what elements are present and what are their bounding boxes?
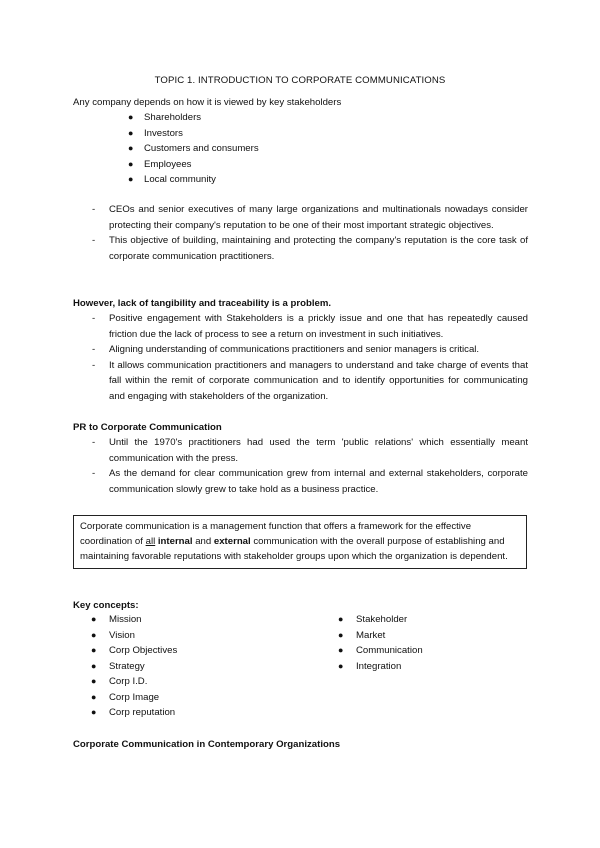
bullet-icon: ● [338, 614, 344, 624]
reputation-points [92, 202, 528, 264]
emphasis-internal: internal [157, 536, 193, 547]
bullet-icon: ● [128, 174, 134, 184]
bullet-icon: ● [338, 645, 344, 655]
bullet-icon: ● [91, 614, 97, 624]
list-item: ● Integration [338, 659, 423, 675]
bullet-icon: ● [91, 660, 97, 671]
list-item: ● Corp Image [91, 690, 177, 706]
bullet-icon: ● [91, 707, 97, 717]
tangibility-points [92, 311, 528, 404]
list-item: ● Corp I.D. [91, 674, 177, 690]
bullet-icon: ● [128, 112, 134, 122]
bullet-icon: ● [338, 629, 344, 640]
emphasis-external: external [213, 536, 251, 547]
pr-points [92, 435, 528, 497]
emphasis-all: all [145, 536, 156, 547]
list-item: ● Strategy [91, 659, 177, 675]
section-heading-contemporary: Corporate Communication in Contemporary Organizations [73, 739, 341, 750]
list-item: ● Communication [338, 643, 423, 659]
list-item: ● Investors [128, 126, 259, 142]
list-item: ● Corp Objectives [91, 643, 177, 659]
bullet-icon: ● [91, 676, 97, 686]
dash-icon: - [92, 235, 96, 246]
list-item: - This objective of building, maintaining and protecting the company's reputation is the core task of corporate communication practitioners. [92, 235, 528, 262]
page-title: TOPIC 1. INTRODUCTION TO CORPORATE COMMUNICATIONS [154, 75, 446, 86]
bullet-icon: ● [128, 127, 134, 138]
list-item: ● Customers and consumers [128, 141, 259, 157]
section-heading-pr: PR to Corporate Communication [73, 422, 222, 433]
bullet-icon: ● [128, 158, 134, 169]
key-concepts-list-right [338, 612, 423, 674]
key-concepts-heading: Key concepts: [73, 600, 139, 611]
list-item: - CEOs and senior executives of many large organizations and multinationals nowadays consider protecting their company's reputation to be one of their most important strategic objectives. [92, 204, 528, 231]
key-concepts-list-left [91, 612, 177, 721]
dash-icon: - [92, 344, 96, 355]
dash-icon: - [92, 313, 96, 324]
list-item: ● Mission [91, 612, 177, 628]
bullet-icon: ● [91, 691, 97, 702]
bullet-icon: ● [128, 143, 134, 153]
list-item: - Aligning understanding of communications practitioners and senior managers is critical. [92, 342, 528, 358]
definition-box: Corporate communication is a management function that offers a framework for the effective coordination of all internal and external communication with the overall purpose of establishing and maintaining favorable reputations with stakeholder groups upon which the organization is dependent. [73, 515, 527, 569]
list-item: ● Vision [91, 628, 177, 644]
list-item: - Positive engagement with Stakeholders is a prickly issue and one that has repeatedly caused friction due the lack of process to see a return on investment in such initiatives. [92, 313, 528, 340]
dash-icon: - [92, 437, 96, 448]
list-item: - Until the 1970's practitioners had used the term 'public relations' which essentially meant communication with the press. [92, 437, 528, 464]
bullet-icon: ● [91, 645, 97, 655]
list-item: - As the demand for clear communication grew from internal and external stakeholders, corporate communication slowly grew to take hold as a business practice. [92, 468, 528, 495]
dash-icon: - [92, 468, 96, 479]
list-item: ● Shareholders [128, 110, 259, 126]
section-heading-tangibility: However, lack of tangibility and traceability is a problem. [73, 298, 332, 309]
list-item: ● Market [338, 628, 423, 644]
list-item: ● Corp reputation [91, 705, 177, 721]
dash-icon: - [92, 204, 96, 215]
bullet-icon: ● [338, 660, 344, 671]
intro-text: Any company depends on how it is viewed by key stakeholders [73, 97, 342, 108]
bullet-icon: ● [91, 629, 97, 640]
list-item: ● Local community [128, 172, 259, 188]
stakeholder-list [128, 110, 259, 188]
list-item: - It allows communication practitioners and managers to understand and take charge of events that fall within the remit of corporate communication and to identify opportunities for communicating and engaging with stakeholders of the organization. [92, 359, 528, 402]
list-item: ● Employees [128, 157, 259, 173]
dash-icon: - [92, 359, 96, 371]
list-item: ● Stakeholder [338, 612, 423, 628]
